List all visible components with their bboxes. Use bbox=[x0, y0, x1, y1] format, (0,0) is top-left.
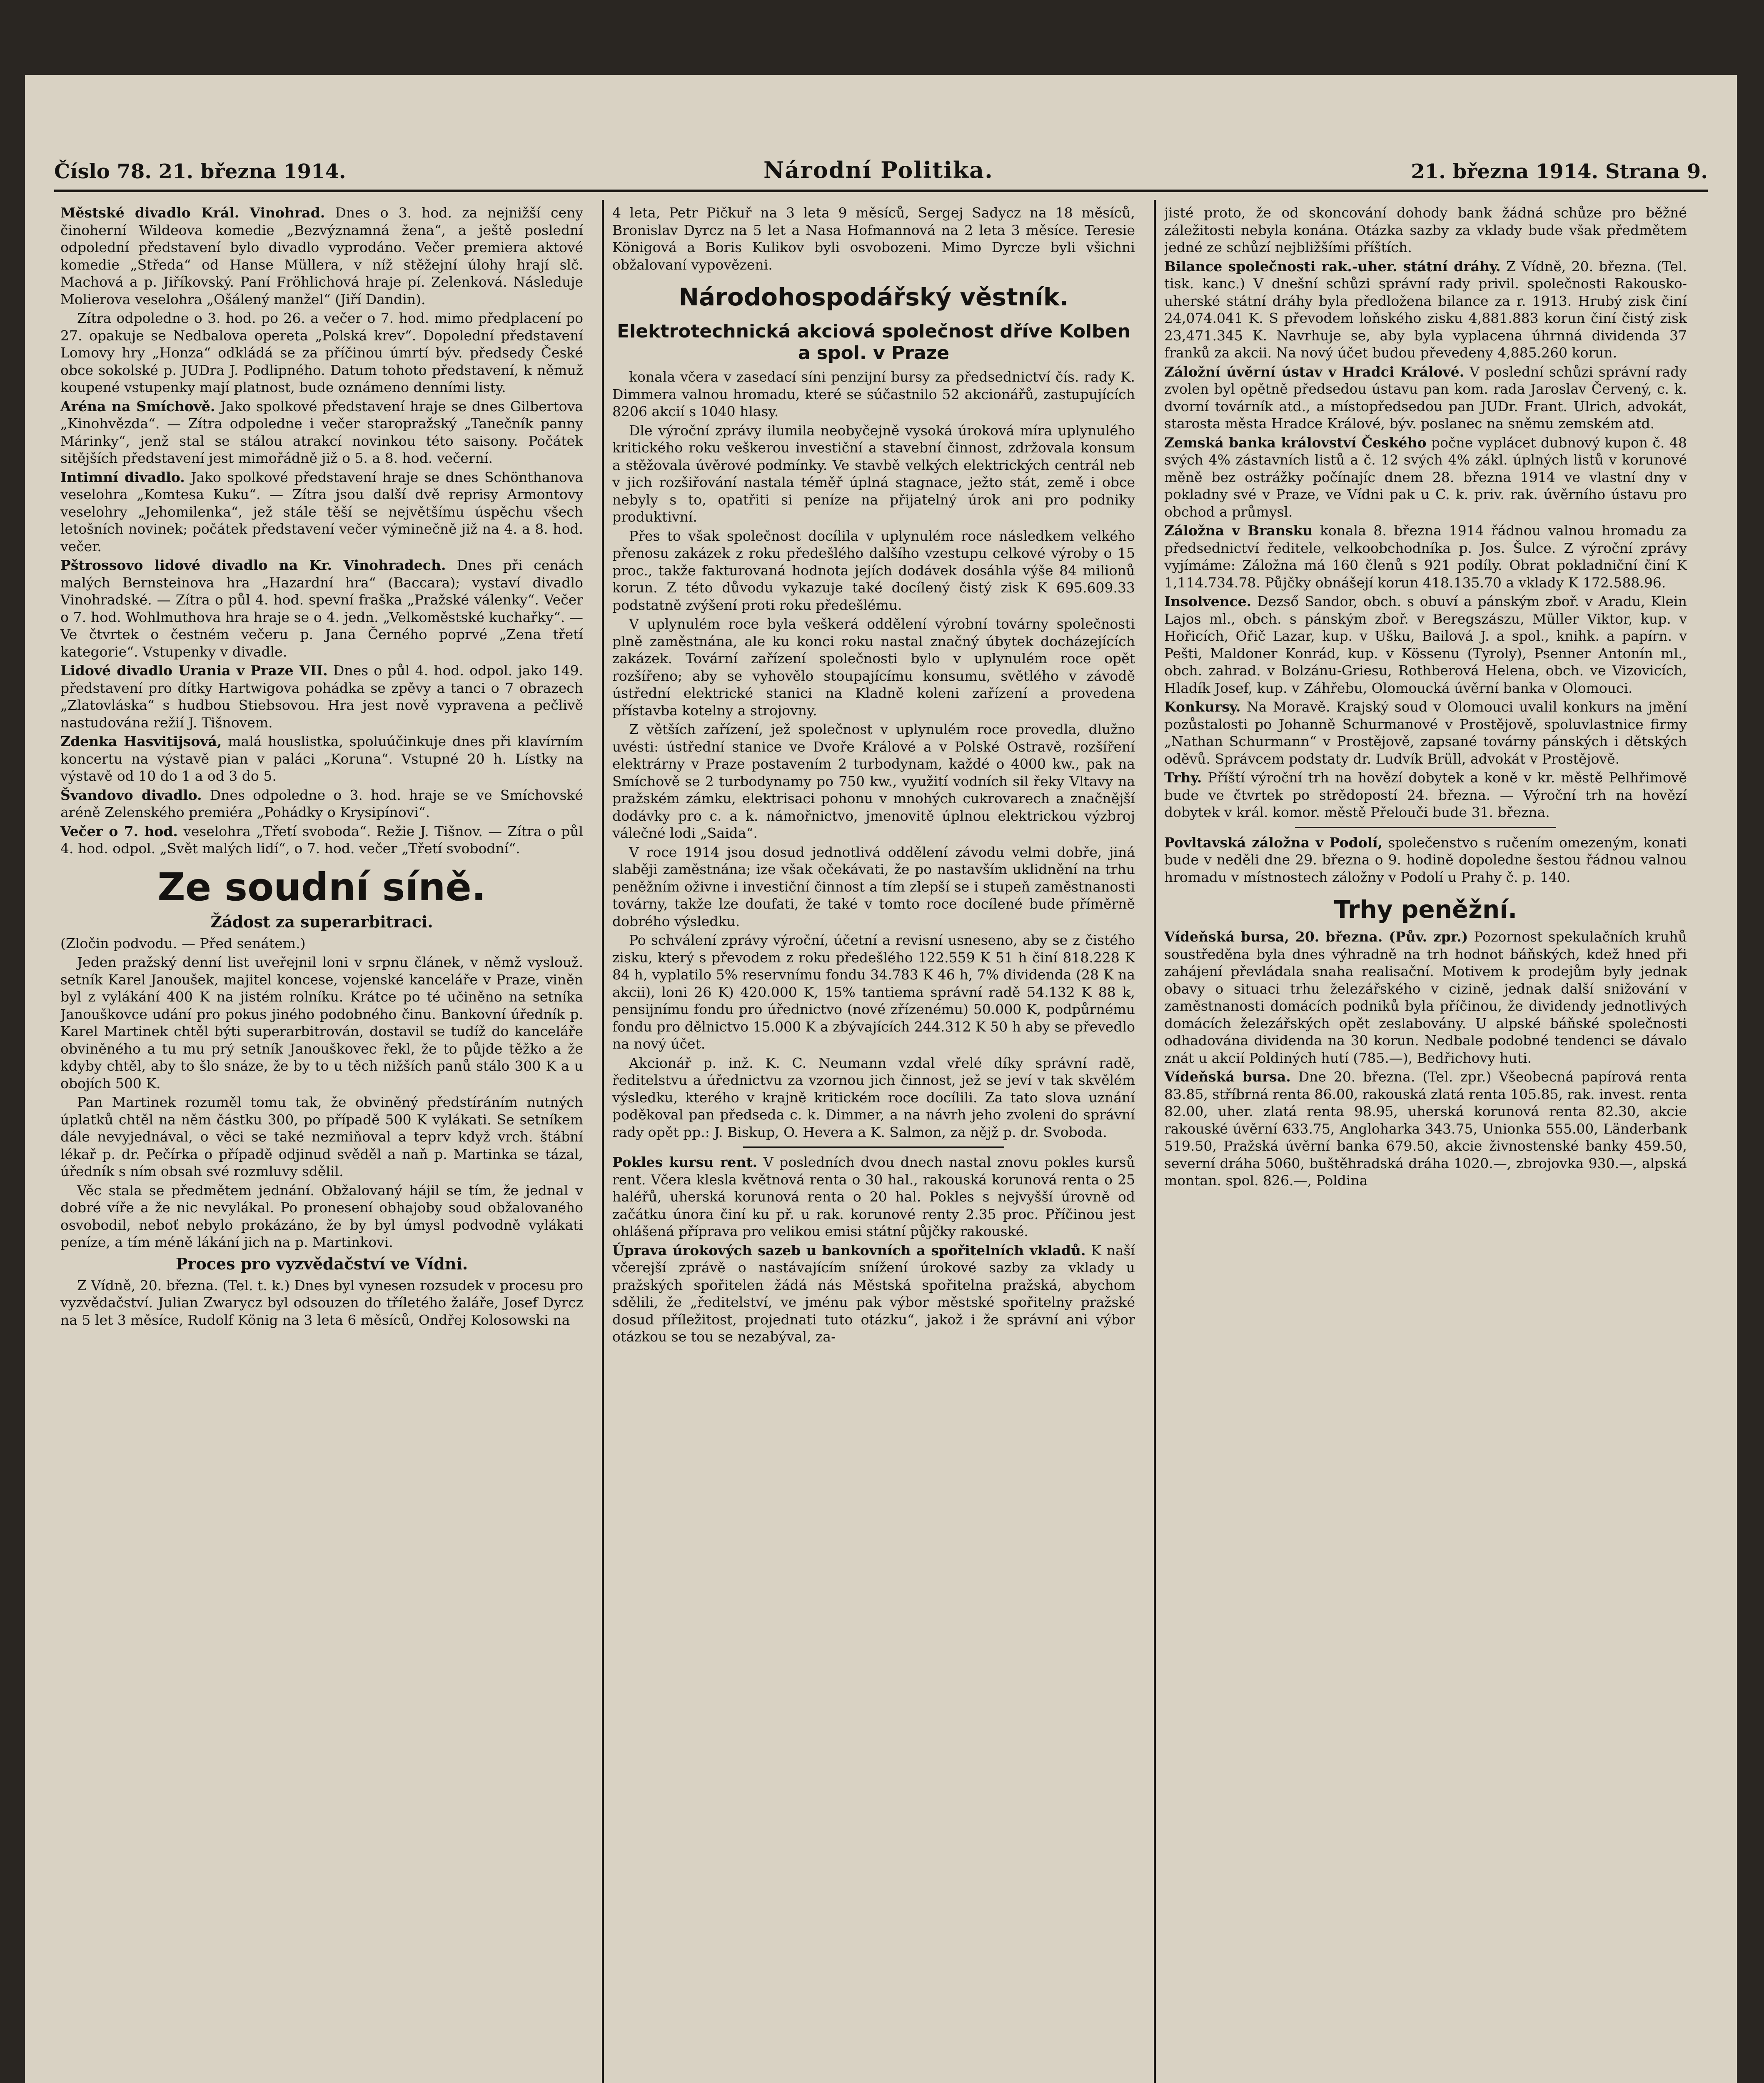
article-kicker: (Zločin podvodu. — Před senátem.) bbox=[60, 935, 306, 952]
paragraph: Zdenka Hasvitijsová, malá houslistka, spoluúčinkuje dnes při klavírním koncertu na výstavě pian v paláci „Koruna“. Vstupné 20 h. Lístky na výstavě od 10 do 1 a od 3 do 5. bbox=[60, 733, 583, 784]
newspaper-page bbox=[25, 75, 1737, 2083]
issue-number: Číslo 78. 21. března 1914. bbox=[54, 160, 346, 183]
paragraph: Pan Martinek rozuměl tomu tak, že obviněný předstíráním nutných úplatků chtěl na něm částku 300, po případě 500 K vylákati. Se setníkem dále nevyjednával, o věci se také nezmiňoval a teprv když vrch. štábní lékař p. dr. Pečírka o případě odjinud svěděl a naň p. Martinka se tázal, úředník s ním obsah své rozmluvy sdělil. bbox=[60, 1094, 583, 1179]
paragraph: Městské divadlo Král. Vinohrad. Dnes o 3. hod. za nejnižší ceny činoherní Wildeova komedie „Bezvýznamná žena“, a ještě poslední odpolední představení bylo divadlo vyprodáno. Večer premiera aktové komedie „Středa“ od Hanse Müllera, v níž stěžejní úlohy hrají slč. Machová a p. Jiříkovský. Paní Fröhlichová hraje pí. Zelenková. Následuje Molierova veselohra „Ošálený manžel“ (Jiří Dandin). bbox=[60, 205, 583, 307]
paragraph: Trhy. Příští výroční trh na hovězí dobytek a koně v kr. městě Pelhřimově bude ve čtvrtek po strědopostí 24. března. — Výroční trh na hovězí dobytek v král. komor. městě Přelouči bude 31. března. bbox=[1164, 769, 1687, 820]
paragraph: Švandovo divadlo. Dnes odpoledne o 3. hod. hraje se ve Smíchovské aréně Zelenského premiéra „Pohádky o Krysipínovi“. bbox=[60, 787, 583, 820]
paragraph: konala včera v zasedací síni penzijní bursy za předsednictví čís. rady K. Dimmera valnou hromadu, které se súčastnilo 52 akcionářů, zastupujících 8206 akcií s 1040 hlasy. bbox=[612, 369, 1135, 420]
paragraph: V uplynulém roce byla veškerá oddělení výrobní továrny společnosti plně zaměstnána, ale ku konci roku nastal značný úbytek docházejících zakázek. Tovární zařízení společnosti bylo v uplynulém roce opět rozšířeno; aby se vyhovělo stoupajícímu konsumu, světlého v závodě ústřední elektrické stanici na Kladně koleni zařízení a provedena přístavba kotelny a strojovny. bbox=[612, 616, 1135, 719]
column-divider bbox=[1154, 200, 1156, 2083]
paragraph: Věc stala se předmětem jednání. Obžalovaný hájil se tím, že jednal v dobré víře a že nic nevylákal. Po pronesení obhajoby soud obžalovaného osvobodil, neboť nebylo prokázáno, že by byl úmysl podvodně vylákati peníze, a tím méně lákání jich na p. Martinkovi. bbox=[60, 1182, 583, 1250]
paragraph: Dle výroční zprávy ilumila neobyčejně vysoká úroková míra uplynulého kritického roku veškerou investiční a stavební činnost, zdržovala konsum a stěžovala úvěrové podmínky. Ve stavbě velkých elektrických centrál neb v jich rozšiřování nastala téměř úplná stagnace, ježto stát, země i obce nebyly s to, opatřiti si peníze na přijatelný úrok ani pro podniky produktivní. bbox=[612, 422, 1135, 525]
paragraph: Vídeňská bursa, 20. března. (Pův. zpr.) Pozornost spekulačních kruhů soustředěna byla dnes výhradně na trh hodnot báňských, kdež hned při zahájení převládala snaha realisační. Motivem k prodejům byly jednak obavy o situaci trhu železářského v cizině, jednak další snižování v zaměstnanosti domácích podniků byla příčinou, že dividendy jednotlivých domácích železářských opět zeslabovány. U alpské báňské společnosti odhadována dividenda na 30 korun. Nedbale podobné tendenci se dávalo znát u akcií Poldiných hutí (785.—), Bedřichovy huti. bbox=[1164, 929, 1687, 1066]
paragraph: Intimní divadlo. Jako spolkové představení hraje se dnes Schönthanova veselohra „Komtesa Kuku“. — Zítra jsou další dvě reprisy Armontovy veselohry „Jehomilenka“, jež stále těší se největšímu úspěchu všech letošních novinek; počátek představení večer výminečně již na 4. a 8. hod. večer. bbox=[60, 469, 583, 554]
page-date: 21. března 1914. Strana 9. bbox=[1411, 160, 1708, 183]
article-title: Žádost za superarbitraci. bbox=[210, 912, 433, 931]
paragraph: Lidové divadlo Urania v Praze VII. Dnes o půl 4. hod. odpol. jako 149. představení pro dítky Hartwigova pohádka se zpěvy a tanci o 7 obrazech „Zlatovláska“ s hudbou Stiebsovou. Hra jest nově vypravena a pečlivě nastudována režií J. Tišnovem. bbox=[60, 662, 583, 731]
paragraph: Aréna na Smíchově. Jako spolkové představení hraje se dnes Gilbertova „Kinohvězda“. — Zítra odpoledne i večer staropražský „Tanečník panny Márinky“, jenž stal se stálou atrakcí novinkou této saisony. Počátek sitějších představení jest mimořádně již o 5. a 8. hod. večerní. bbox=[60, 398, 583, 466]
paragraph: Zítra odpoledne o 3. hod. po 26. a večer o 7. hod. mimo předplacení po 27. opakuje se Nedbalova opereta „Polská krev“. Dopolední představení Lomovy hry „Honza“ odkládá se za příčinou úmrtí býv. předsedy České obce sokolské p. JUDra J. Podlipného. Datum tohoto představení, k němuž koupené vstupenky mají platnost, bude oznámeno denními listy. bbox=[60, 310, 583, 395]
column-1 bbox=[60, 204, 583, 2083]
paragraph: Úprava úrokových sazeb u bankovních a spořitelních vkladů. K naší včerejší zprávě o nastávajícím snížení úrokové sazby za vklady u pražských spořitelen žádá nás Městská spořitelna pražská, abychom sdělili, že „ředitelství, ve jménu pak výbor městské spořitelny pražské dosud příležitost, projednati tuto otázku“, jakož i že správní ani výbor otázkou se tou se nezabýval, za- bbox=[612, 1242, 1135, 1345]
column-2 bbox=[612, 204, 1135, 2083]
paragraph: Akcionář p. inž. K. C. Neumann vzdal vřelé díky správní radě, ředitelstvu a úřednictvu za vzornou jich činnost, jež se jeví v tak skvělém výsledku, kterého v krajně kritickém roce docílili. Za tato slova uznání poděkoval pan předseda c. k. Dimmer, a na návrh jeho zvoleni do správní rady opět pp.: J. Biskup, O. Hevera a K. Salmon, za nějž p. dr. Svoboda. bbox=[612, 1054, 1135, 1140]
paragraph: Pokles kursu rent. V posledních dvou dnech nastal znovu pokles kursů rent. Včera klesla květnová renta o 30 hal., rakouská korunová renta o 25 haléřů, uherská korunová renta o 20 hal. Pokles s nejvyšší úrovně od začátku února činí ku př. u rak. korunové renty 2.35 proc. Příčinou jest ohlášená příprava pro velikou emisi státní půjčky rakouské. bbox=[612, 1154, 1135, 1239]
article-title: Elektrotechnická akciová společnost dříve Kolben a spol. v Praze bbox=[617, 321, 1130, 364]
column-divider bbox=[602, 200, 604, 2083]
paragraph: Z Vídně, 20. března. (Tel. t. k.) Dnes byl vynesen rozsudek v procesu pro vyzvědačství. Julian Zwarycz byl odsouzen do tříletého žaláře, Josef Dyrcz na 5 let 3 měsíce, Rudolf König na 3 leta 6 měsíců, Ondřej Kolosowski na bbox=[60, 1277, 583, 1328]
paragraph: Insolvence. Dezső Sandor, obch. s obuví a pánským zboř. v Aradu, Klein Lajos ml., obch. s pánským zboř. v Beregszászu, Müller Viktor, kup. v Hořicích, Ořič Lazar, kup. v Ušku, Bailová J. a spol., knihk. a papírn. v Pešti, Maldoner Konrád, kup. v Kössenu (Tyroly), Psenner Antonín ml., obch. zahrad. v Bolzánu-Griesu, Rothberová Helena, obch. ve Vizovicích, Hladík Josef, kup. v Záhřebu, Olomoucká úvěrní banka v Olomouci. bbox=[1164, 593, 1687, 696]
paragraph: Konkursy. Na Moravě. Krajský soud v Olomouci uvalil konkurs na jmění pozůstalosti po Johanně Schurmanové v Prostějově, spoluvlastnice firmy „Nathan Schurmann“ v Prostějově, zapsané továrny pánských i dětských oděvů. Správcem podstaty dr. Ludvík Brüll, advokát v Prostějově. bbox=[1164, 699, 1687, 767]
paragraph: Vídeňská bursa. Dne 20. března. (Tel. zpr.) Všeobecná papírová renta 83.85, stříbrná renta 86.00, rakouská zlatá renta 105.85, rak. invest. renta 82.00, uher. zlatá renta 98.95, uherská korunová renta 82.30, akcie rakouské úvěrní 633.75, Angloharka 343.75, Unionka 555.00, Länderbank 519.50, Pražská úvěrní banka 679.50, akcie živnostenské banky 459.50, severní dráha 5060, buštěhradská dráha 1020.—, zbrojovka 930.—, alpská montan. spol. 826.—, Poldina bbox=[1164, 1069, 1687, 1189]
paragraph: Přes to však společnost docílila v uplynulém roce následkem velkého přenosu zakázek z roku předešlého dalšího vzestupu celkové výroby o 15 proc., takže fakturovaná hodnota jejích dodávek dosáhla výše 84 milionů korun. Z této důvodu vykazuje také docílený čistý zisk K 695.609.33 podstatně zvýšení proti roku předešlému. bbox=[612, 527, 1135, 613]
paragraph: Zemská banka království Českého počne vyplácet dubnový kupon č. 48 svých 4% zástavních listů a č. 12 svých 4% zákl. úplných listů v korunové měně bez ostrážky počínajíc dnem 28. března 1914 ve vlastní dny v pokladny své v Praze, ve Vídni pak u C. k. priv. rak. úvěrního ústavu pro obchod a průmysl. bbox=[1164, 434, 1687, 520]
newspaper-title: Národní Politika. bbox=[763, 157, 993, 183]
page-header bbox=[54, 146, 1708, 183]
paragraph: Jeden pražský denní list uveřejnil loni v srpnu článek, v němž vyslouž. setník Karel Janoušek, majitel koncese, vojenské kanceláře v Praze, viněn byl z vylákání 400 K na jistém rolníku. Krátce po té učiněno na setníka Janouškovce udání pro pokus jiného podobného činu. Bankovní úředník p. Karel Martinek chtěl býti superarbitrován, dostavil se tudíž do kanceláře obviněného a tu mu prý setník Janouškovec řekl, že to půjde těžko a že kdyby chtěl, aby to šlo snáze, že by to u těch nižších panů stálo 300 K a u obojích 500 K. bbox=[60, 954, 583, 1091]
paragraph: Pštrossovo lidové divadlo na Kr. Vinohradech. Dnes při cenách malých Bernsteinova hra „Hazardní hra“ (Baccara); vystaví divadlo Vinohradské. — Zítra o půl 4. hod. spevní fraška „Pražské válenky“. Večer o 7. hod. Wohlmuthova hra hraje se o 4. jedn. „Velkoměstské kuchařky“. — Ve čtvrtek o čestném večeru p. Jana Černého poprvé „Zena třetí kategorie“. Vstupenky v divadle. bbox=[60, 557, 583, 660]
paragraph: Po schválení zprávy výroční, účetní a revisní usneseno, aby se z čistého zisku, který s převodem z roku předešlého 122.559 K 51 h činí 818.228 K 84 h, vyplatilo 5% reservnímu fondu 34.783 K 46 h, 7% dividenda (28 K na akcii), loni 26 K) 420.000 K, 15% tantiema správní radě 54.132 K 88 k, pensijnímu fondu pro úřednictvo (nové zřízenému) 50.000 K, podpůrnému fondu pro dělnictvo 15.000 K a zbývajících 244.312 K 50 h aby se převedlo na nový účet. bbox=[612, 932, 1135, 1052]
paragraph: Z větších zařízení, jež společnost v uplynulém roce provedla, dlužno uvésti: ústřední stanice ve Dvoře Králové a v Polské Ostravě, rozšíření elektrárny v Praze postavením 2 turbodynam, každé o 4000 kw., pak na Smíchově se 2 turbodynamy po 750 kw., využití vodních sil řeky Vltavy na pražském zámku, elektrisaci pohonu v mnohých cukrovarech a značnější dodávky pro c. a k. námořnictvo, jmenovitě úplnou elektrickou výzbroj válečné lodi „Saida“. bbox=[612, 721, 1135, 841]
article-title: Proces pro vyzvědačství ve Vídni. bbox=[175, 1254, 468, 1273]
header-rule bbox=[54, 190, 1708, 192]
separator bbox=[1295, 827, 1557, 828]
paragraph: Bilance společnosti rak.-uher. státní dráhy. Z Vídně, 20. března. (Tel. tisk. kanc.) V dnešní schůzi správní rady privil. společnosti Rakousko-uherské státní dráhy byla předložena bilance za r. 1913. Hrubý zisk činí 24,074.041 K. S převodem loňského zisku 4,881.883 korun činí čistý zisk 23,471.345 K. Navrhuje se, aby byla vyplacena úhrnná dividenda 37 franků za akcii. Na nový účet budou převedeny 4,885.260 korun. bbox=[1164, 258, 1687, 361]
paragraph: Večer o 7. hod. veselohra „Třetí svoboda“. Režie J. Tišnov. — Zítra o půl 4. hod. odpol. „Svět malých lidí“, o 7. hod. večer „Třetí svobodní“. bbox=[60, 823, 583, 857]
paragraph: Záložní úvěrní ústav v Hradci Králové. V poslední schůzi správní rady zvolen byl opětně předsedou ústavu pan kom. rada Jaroslav Červený, c. k. dvorní továrník atd., a místopředsedou pan JUDr. Frant. Ulrich, advokát, starosta města Hradce Králové, býv. poslanec na sněmu zemském atd. bbox=[1164, 363, 1687, 432]
paragraph: V roce 1914 jsou dosud jednotlivá oddělení závodu velmi dobře, jiná slaběji zaměstnána; ize však očekávati, že po nastavším uklidnění na trhu peněžním oživne i investiční činnost a tím zlepší se i stupeň zaměstnanosti továrny, takže lze doufati, že také v tomto roce docílené bude příměrně dobrého výsledku. bbox=[612, 844, 1135, 929]
separator bbox=[743, 1146, 1005, 1148]
section-heading: Trhy peněžní. bbox=[1334, 895, 1517, 924]
paragraph: Povltavská záložna v Podolí, společenstvo s ručením omezeným, konati bude v neděli dne 29. března o 9. hodině dopoledne šestou řádnou valnou hromadu v místnostech záložny v Podolí u Prahy č. p. 140. bbox=[1164, 834, 1687, 885]
paragraph: 4 leta, Petr Pičkuř na 3 leta 9 měsíců, Sergej Sadycz na 18 měsíců, Bronislav Dyrcz na 5 let a Nasa Hofmannová na 2 leta 3 měsíce. Teresie Königová a Boris Kulikov byli osvobozeni. Mimo Dyrcze byli všichni obžalovaní vypovězeni. bbox=[612, 205, 1135, 273]
paragraph: Záložna v Bransku konala 8. března 1914 řádnou valnou hromadu za předsednictví ředitele, velkoobchodníka p. Jos. Šulce. Z výroční zprávy vyjímáme: Záložna má 160 členů s 921 podíly. Obrat pokladniční činí K 1,114.734.78. Půjčky obnášejí korun 418.135.70 a vklady K 172.588.96. bbox=[1164, 522, 1687, 591]
paragraph: jisté proto, že od skoncování dohody bank žádná schůze pro běžné záležitosti nebyla konána. Otázka sazby za vklady bude však předmětem jedné ze schůzí nejbližšími příštích. bbox=[1164, 205, 1687, 255]
section-heading: Národohospodářský věstník. bbox=[679, 283, 1069, 311]
section-heading: Ze soudní síně. bbox=[157, 864, 486, 909]
column-3 bbox=[1164, 204, 1687, 2083]
